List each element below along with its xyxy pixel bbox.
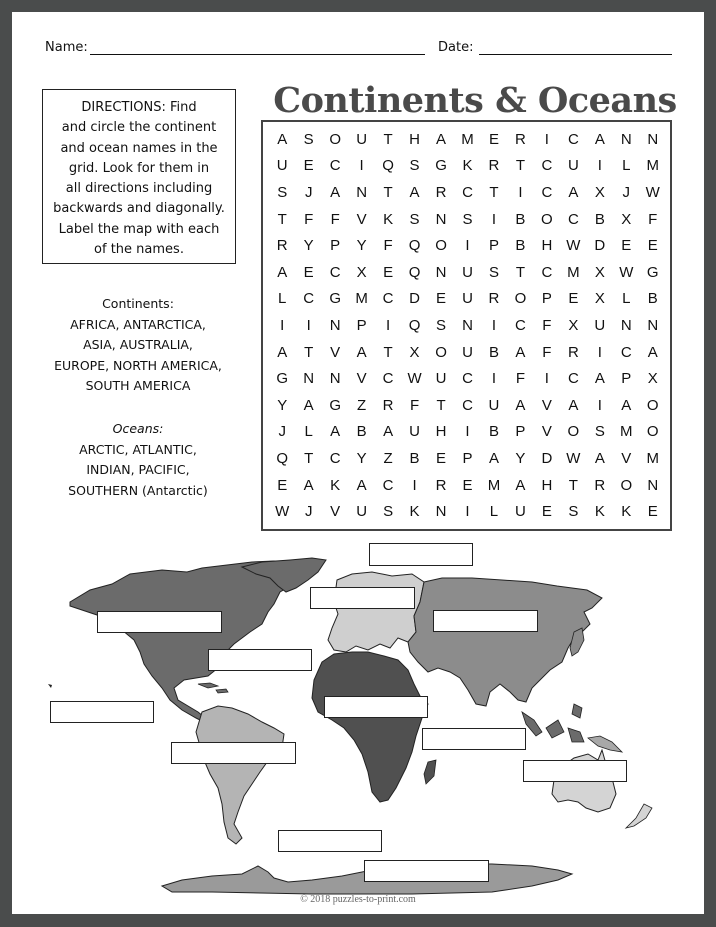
date-label: Date: [438,40,474,55]
grid-cell[interactable]: R [488,157,500,175]
grid-cell[interactable]: F [304,210,314,228]
grid-cell[interactable]: O [646,423,659,441]
grid-cell[interactable]: I [491,370,497,388]
grid-cell[interactable]: W [619,263,634,281]
new-zealand-shape [626,804,652,828]
grid-cell[interactable]: U [356,130,368,148]
grid-cell[interactable]: V [330,503,341,521]
grid-cell[interactable]: S [277,183,288,201]
name-field[interactable] [90,54,425,55]
grid-cell[interactable]: Q [408,263,421,281]
grid-cell[interactable]: A [409,183,420,201]
grid-cell[interactable]: I [465,423,470,441]
grid-cell[interactable]: S [436,316,447,334]
grid-cell[interactable]: Q [276,449,289,467]
grid-cell[interactable]: L [489,503,499,521]
grid-cell[interactable]: H [541,237,553,255]
grid-cell[interactable]: U [488,396,500,414]
grid-cell[interactable]: T [277,210,287,228]
grid-cell[interactable]: U [409,423,420,441]
grid-cell[interactable]: B [356,423,367,441]
grid-cell[interactable]: K [462,157,473,175]
grid-cell[interactable]: R [515,130,526,148]
directions-line: backwards and diagonally. [53,201,225,217]
grid-cell[interactable]: B [409,449,420,467]
grid-cell[interactable]: A [647,343,658,361]
grid-cell[interactable]: W [566,449,581,467]
grid-cell[interactable]: A [436,130,447,148]
grid-cell[interactable]: O [514,290,527,308]
grid-cell[interactable]: J [622,183,631,201]
map-label-box[interactable] [208,649,312,671]
grid-cell[interactable]: I [544,370,549,388]
directions-line: of the names. [94,242,184,258]
grid-cell[interactable]: N [329,316,341,334]
grid-cell[interactable]: U [515,503,526,521]
grid-cell[interactable]: R [382,396,394,414]
grid-cell[interactable]: Y [277,396,288,414]
grid-cell[interactable]: T [436,396,446,414]
grid-cell[interactable]: C [303,290,315,308]
grid-cell[interactable]: F [542,316,552,334]
grid-cell[interactable]: W [645,183,660,201]
grid-cell[interactable]: N [620,316,632,334]
grid-cell[interactable]: O [329,130,341,148]
grid-cell[interactable]: T [489,183,499,201]
grid-cell[interactable]: T [304,449,314,467]
grid-cell[interactable]: I [280,316,285,334]
grid-cell[interactable]: X [409,343,420,361]
grid-cell[interactable]: V [356,210,367,228]
grid-cell[interactable]: O [435,343,447,361]
grid-cell[interactable]: V [356,370,367,388]
grid-cell[interactable]: K [594,503,605,521]
map-label-box[interactable] [364,860,489,882]
grid-cell[interactable]: I [386,316,391,334]
grid-cell[interactable]: G [435,157,447,175]
grid-cell[interactable]: D [594,237,606,255]
grid-cell[interactable]: N [647,316,659,334]
grid-cell[interactable]: P [462,449,473,467]
grid-cell[interactable]: E [647,237,658,255]
map-label-box[interactable] [523,760,627,782]
grid-cell[interactable]: E [488,130,499,148]
grid-cell[interactable]: S [462,210,473,228]
grid-cell[interactable]: S [568,503,579,521]
grid-cell[interactable]: C [567,370,579,388]
word-list-line: SOUTHERN (Antarctic) [68,482,208,498]
grid-cell[interactable]: L [622,157,631,175]
grid-cell[interactable]: C [329,157,341,175]
grid-cell[interactable]: C [515,316,526,334]
grid-cell[interactable]: A [303,396,314,414]
grid-cell[interactable]: T [383,343,393,361]
worksheet-page [12,12,704,914]
grid-cell[interactable]: M [461,130,474,148]
grid-cell[interactable]: N [462,316,473,334]
grid-cell[interactable]: A [594,449,605,467]
grid-cell[interactable]: O [541,210,553,228]
map-label-box[interactable] [50,701,154,723]
africa-shape [312,652,428,802]
word-list-line: AFRICA, ANTARCTICA, [70,316,206,332]
grid-cell[interactable]: B [488,423,499,441]
grid-cell[interactable]: O [646,396,659,414]
grid-cell[interactable]: E [541,503,552,521]
map-label-box[interactable] [369,543,473,566]
grid-cell[interactable]: A [277,130,288,148]
grid-cell[interactable]: M [567,263,580,281]
grid-cell[interactable]: A [568,396,579,414]
grid-cell[interactable]: F [409,396,420,414]
grid-cell[interactable]: B [647,290,658,308]
grid-cell[interactable]: I [491,210,497,228]
grid-cell[interactable]: E [568,290,579,308]
grid-cell[interactable]: S [409,210,420,228]
grid-cell[interactable]: C [462,370,473,388]
grid-cell[interactable]: N [329,370,341,388]
grid-cell[interactable]: B [515,210,526,228]
grid-cell[interactable]: F [330,210,340,228]
grid-cell[interactable]: E [303,263,314,281]
grid-cell[interactable]: B [488,343,499,361]
grid-cell[interactable]: A [383,423,394,441]
grid-cell[interactable]: R [276,237,288,255]
grid-cell[interactable]: Y [515,449,526,467]
grid-cell[interactable]: I [597,157,602,175]
map-label-box[interactable] [97,611,222,633]
continents-heading: Continents: [102,296,174,311]
grid-cell[interactable]: O [567,423,580,441]
grid-cell[interactable]: O [620,476,633,494]
grid-cell[interactable]: K [330,476,341,494]
grid-cell[interactable]: E [647,503,658,521]
grid-cell[interactable]: C [462,183,473,201]
grid-cell[interactable]: H [541,476,553,494]
grid-cell[interactable]: C [567,130,579,148]
grid-cell[interactable]: E [436,290,447,308]
grid-cell[interactable]: K [621,503,632,521]
map-label-box[interactable] [278,830,382,852]
grid-cell[interactable]: N [647,476,659,494]
grid-cell[interactable]: U [462,343,473,361]
hawaii-shape [48,684,52,688]
grid-cell[interactable]: F [542,343,552,361]
grid-cell[interactable]: L [278,290,287,308]
oceans-heading: Oceans: [112,421,164,436]
southeast-asia-islands-shape [522,704,584,742]
map-label-box[interactable] [422,728,526,750]
grid-cell[interactable]: A [594,130,605,148]
grid-cell[interactable]: B [594,210,605,228]
directions-box [42,89,236,264]
grid-cell[interactable]: K [383,210,394,228]
grid-cell[interactable]: N [303,370,315,388]
grid-cell[interactable]: G [329,290,341,308]
grid-cell[interactable]: A [356,476,367,494]
grid-cell[interactable]: T [383,183,393,201]
grid-cell[interactable]: I [412,476,417,494]
grid-cell[interactable]: I [597,396,602,414]
oceans-word-list [32,419,244,501]
new-guinea-shape [588,736,622,752]
word-list-line: INDIAN, PACIFIC, [86,462,190,477]
grid-cell[interactable]: A [594,370,605,388]
grid-cell[interactable]: E [303,157,314,175]
grid-cell[interactable]: D [541,449,553,467]
grid-cell[interactable]: S [488,263,499,281]
grid-cell[interactable]: R [435,476,447,494]
grid-cell[interactable]: M [355,290,368,308]
grid-cell[interactable]: C [382,370,394,388]
grid-cell[interactable]: V [330,343,341,361]
grid-cell[interactable]: D [409,290,420,308]
grid-cell[interactable]: C [329,449,341,467]
grid-cell[interactable]: Q [382,157,394,175]
grid-cell[interactable]: S [303,130,314,148]
grid-cell[interactable]: C [329,263,341,281]
grid-cell[interactable]: U [276,157,288,175]
grid-cell[interactable]: L [304,423,313,441]
grid-cell[interactable]: A [488,449,499,467]
word-list-line: ARCTIC, ATLANTIC, [79,441,197,457]
grid-cell[interactable]: X [647,370,658,388]
date-field[interactable] [479,54,672,55]
grid-cell[interactable]: C [541,157,553,175]
grid-cell[interactable]: V [621,449,632,467]
grid-cell[interactable]: B [515,237,526,255]
grid-cell[interactable]: P [621,370,632,388]
grid-cell[interactable]: T [515,263,525,281]
grid-cell[interactable]: X [594,290,605,308]
grid-cell[interactable]: X [621,210,632,228]
grid-cell[interactable]: A [330,183,341,201]
word-list-line: SOUTH AMERICA [85,378,191,393]
grid-cell[interactable]: T [568,476,578,494]
grid-cell[interactable]: U [435,370,447,388]
grid-cell[interactable]: W [407,370,422,388]
grid-cell[interactable]: E [277,476,288,494]
caribbean-islands-shape [198,683,228,693]
grid-cell[interactable]: Q [408,237,421,255]
grid-cell[interactable]: R [594,476,606,494]
grid-cell[interactable]: N [620,130,632,148]
grid-cell[interactable]: A [277,263,288,281]
grid-cell[interactable]: O [435,237,447,255]
grid-cell[interactable]: I [359,157,364,175]
word-search-grid[interactable] [261,120,672,531]
grid-cell[interactable]: N [435,503,447,521]
south-america-shape [196,706,284,844]
grid-cell[interactable]: A [515,476,526,494]
grid-cell[interactable]: U [462,290,473,308]
grid-cell[interactable]: A [303,476,314,494]
grid-cell[interactable]: N [435,210,447,228]
grid-cell[interactable]: G [329,396,341,414]
word-list-line: ASIA, AUSTRALIA, [83,337,193,352]
grid-cell[interactable]: Y [303,237,314,255]
grid-cell[interactable]: G [276,370,289,388]
grid-cell[interactable]: W [566,237,581,255]
grid-cell[interactable]: Y [356,449,367,467]
grid-cell[interactable]: X [594,263,605,281]
grid-cell[interactable]: M [646,449,660,467]
directions-line: DIRECTIONS: Find [81,100,197,115]
grid-cell[interactable]: M [487,476,501,494]
grid-cell[interactable]: R [567,343,579,361]
grid-cell[interactable]: U [356,503,368,521]
grid-cell[interactable]: P [488,237,499,255]
grid-cell[interactable]: P [541,290,552,308]
grid-cell[interactable]: I [544,130,549,148]
grid-cell[interactable]: A [568,183,579,201]
grid-cell[interactable]: I [465,237,470,255]
map-label-box[interactable] [433,610,538,632]
continents-word-list [32,294,244,397]
grid-cell[interactable]: C [541,183,553,201]
grid-cell[interactable]: C [382,290,394,308]
grid-cell[interactable]: Z [357,396,367,414]
grid-cell[interactable]: I [518,183,523,201]
directions-line: all directions including [65,181,213,197]
grid-cell[interactable]: A [330,423,341,441]
grid-cell[interactable]: F [383,237,393,255]
directions-line: Label the map with each [58,221,220,237]
map-label-box[interactable] [171,742,296,764]
grid-cell[interactable]: R [435,183,447,201]
grid-cell[interactable]: T [383,130,393,148]
grid-cell[interactable]: R [488,290,500,308]
grid-cell[interactable]: Q [408,316,421,334]
grid-cell[interactable]: A [621,396,632,414]
word-list-line: EUROPE, NORTH AMERICA, [54,357,222,373]
grid-cell[interactable]: A [515,396,526,414]
name-label: Name: [45,40,88,55]
grid-cell[interactable]: S [594,423,605,441]
grid-cell[interactable]: A [356,343,367,361]
copyright-footer: © 2018 puzzles-to-print.com [300,894,416,905]
grid-cell[interactable]: U [567,157,579,175]
grid-cell[interactable]: P [515,423,526,441]
grid-cell[interactable]: F [648,210,658,228]
grid-cell[interactable]: J [304,503,313,521]
grid-cell[interactable]: E [462,476,473,494]
grid-cell[interactable]: I [306,316,311,334]
grid-cell[interactable]: G [646,263,659,281]
grid-cell[interactable]: H [435,423,447,441]
grid-cell[interactable]: X [568,316,579,334]
grid-cell[interactable]: N [435,263,447,281]
grid-cell[interactable]: U [594,316,606,334]
grid-cell[interactable]: E [621,237,632,255]
grid-cell[interactable]: X [356,263,367,281]
grid-cell[interactable]: W [275,503,290,521]
grid-cell[interactable]: N [356,183,368,201]
map-label-box[interactable] [324,696,428,718]
grid-cell[interactable]: U [462,263,473,281]
directions-line: and circle the continent [61,120,217,136]
page-title: Continents & Oceans [273,80,677,121]
directions-line: and ocean names in the [60,140,218,156]
grid-cell[interactable]: L [622,290,631,308]
madagascar-shape [424,760,436,784]
grid-cell[interactable]: N [647,130,659,148]
grid-cell[interactable]: C [567,210,579,228]
grid-cell[interactable]: T [304,343,314,361]
grid-cell[interactable]: Z [383,449,393,467]
grid-cell[interactable]: P [330,237,341,255]
grid-cell[interactable]: F [515,370,525,388]
directions-line: grid. Look for them in [68,160,210,176]
grid-cell[interactable]: A [277,343,288,361]
grid-cell[interactable]: X [594,183,605,201]
grid-cell[interactable]: V [541,423,552,441]
grid-cell[interactable]: P [356,316,367,334]
grid-cell[interactable]: J [278,423,286,441]
grid-cell[interactable]: S [383,503,394,521]
grid-cell[interactable]: K [409,503,420,521]
grid-cell[interactable]: C [462,396,473,414]
grid-cell[interactable]: I [465,503,470,521]
grid-cell[interactable]: S [409,157,420,175]
grid-cell[interactable]: H [409,130,420,148]
grid-cell[interactable]: J [304,183,313,201]
grid-cell[interactable]: A [515,343,526,361]
grid-cell[interactable]: E [436,449,447,467]
grid-cell[interactable]: I [491,316,497,334]
map-label-box[interactable] [310,587,415,609]
grid-cell[interactable]: M [620,423,633,441]
grid-cell[interactable]: V [541,396,552,414]
grid-cell[interactable]: C [382,476,394,494]
grid-cell[interactable]: M [646,157,660,175]
grid-cell[interactable]: E [383,263,394,281]
grid-cell[interactable]: I [597,343,602,361]
grid-cell[interactable]: T [515,157,525,175]
grid-cell[interactable]: C [541,263,553,281]
grid-cell[interactable]: C [620,343,632,361]
grid-cell[interactable]: Y [356,237,367,255]
